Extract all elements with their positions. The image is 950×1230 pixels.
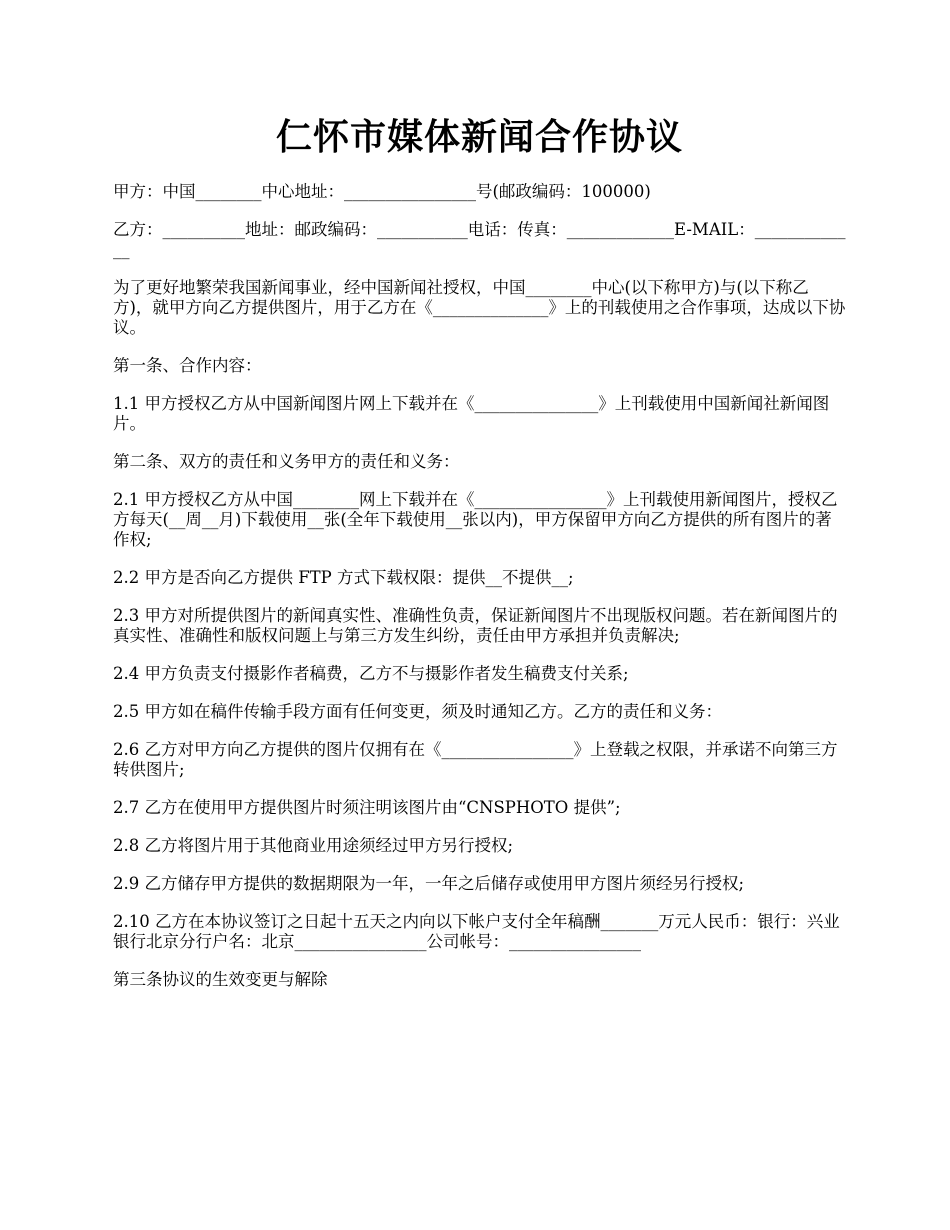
party-a-info: 甲方：中国________中心地址：________________号(邮政编码：100000): [113, 182, 651, 201]
document-title: 仁怀市媒体新闻合作协议: [275, 116, 683, 158]
document-page: [113, 112, 846, 1008]
clause-2-3: 2.3 甲方对所提供图片的新闻真实性、准确性负责，保证新闻图片不出现版权问题。若在新闻图片的真实性、准确性和版权问题上与第三方发生纠纷，责任由甲方承担并负责解决;: [113, 606, 838, 645]
clause-2-6: 2.6 乙方对甲方向乙方提供的图片仅拥有在《________________》上登载之权限，并承诺不向第三方转供图片;: [113, 740, 838, 779]
article-2-heading: 第二条、双方的责任和义务甲方的责任和义务：: [113, 452, 460, 471]
preamble-paragraph: 为了更好地繁荣我国新闻事业，经中国新闻社授权，中国________中心(以下称甲方)与(以下称乙方)，就甲方向乙方提供图片，用于乙方在《______________》上的刊载使用之合作事项，达成以下协议。: [113, 278, 846, 337]
clause-2-9: 2.9 乙方储存甲方提供的数据期限为一年，一年之后储存或使用甲方图片须经另行授权;: [113, 874, 745, 893]
clause-2-8: 2.8 乙方将图片用于其他商业用途须经过甲方另行授权;: [113, 836, 514, 855]
clause-2-7: 2.7 乙方在使用甲方提供图片时须注明该图片由“CNSPHOTO 提供”;: [113, 798, 621, 817]
clause-2-1: 2.1 甲方授权乙方从中国________网上下载并在《________________》上刊载使用新闻图片，授权乙方每天(__周__月)下载使用__张(全年下载使用__张以内)，甲方保留甲方向乙方提供的所有图片的著作权;: [113, 490, 838, 549]
clause-2-5: 2.5 甲方如在稿件传输手段方面有任何变更，须及时通知乙方。乙方的责任和义务：: [113, 702, 722, 721]
clause-1-1: 1.1 甲方授权乙方从中国新闻图片网上下载并在《_______________》上刊载使用中国新闻社新闻图片。: [113, 394, 830, 433]
clause-2-4: 2.4 甲方负责支付摄影作者稿费，乙方不与摄影作者发生稿费支付关系;: [113, 664, 629, 683]
article-1-heading: 第一条、合作内容：: [113, 356, 262, 375]
article-3-heading: 第三条协议的生效变更与解除: [113, 970, 328, 989]
clause-2-2: 2.2 甲方是否向乙方提供 FTP 方式下载权限：提供__不提供__;: [113, 568, 574, 587]
party-b-info: 乙方：__________地址：邮政编码：___________电话：传真：_____________E-MAIL：_____________: [113, 220, 846, 259]
clause-2-10: 2.10 乙方在本协议签订之日起十五天之内向以下帐户支付全年稿酬_______万元人民币：银行：兴业银行北京分行户名：北京________________公司帐号：________________: [113, 912, 840, 951]
